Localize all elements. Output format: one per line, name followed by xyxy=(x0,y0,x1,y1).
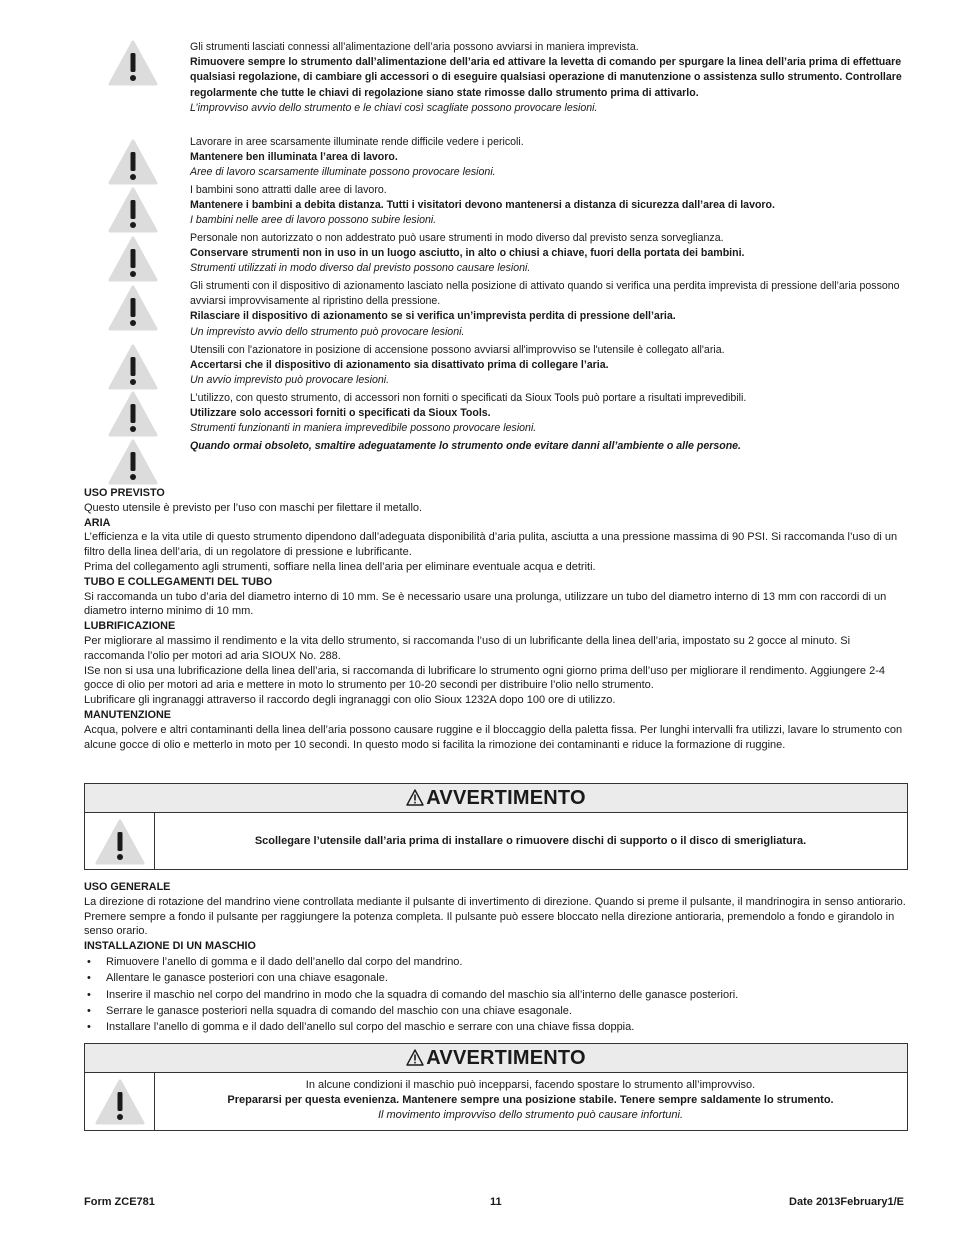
heading-uso-generale: USO GENERALE xyxy=(84,881,171,893)
warning-outline-icon xyxy=(406,1049,424,1066)
warning-normal-text: Lavorare in aree scarsamente illuminate rende difficile vedere i pericoli. xyxy=(190,136,524,148)
warning-bold-text: Mantenere ben illuminata l’area di lavoro. xyxy=(190,151,398,164)
warning-box-2-normal: In alcune condizioni il maschio può incepparsi, facendo spostare lo strumento all’improvviso. xyxy=(305,1079,756,1091)
warning-icon-cell xyxy=(85,813,155,870)
list-item: • Serrare le ganasce posteriori nella squadra di comando del maschio con una chiave esagonale. xyxy=(84,1003,908,1019)
warning-disposal-text: Quando ormai obsoleto, smaltire adeguatamente lo strumento onde evitare danni all’ambiente o alle persone. xyxy=(190,440,741,452)
installation-steps-list xyxy=(84,954,908,1035)
warning-triangle-icon xyxy=(108,139,158,185)
warning-bold-text: Rilasciare il dispositivo di azionamento se si verifica un’imprevista perdita di pressione dell’aria. xyxy=(190,310,676,323)
safety-warning-5 xyxy=(84,279,904,341)
warning-box-1 xyxy=(84,783,908,870)
lubrificazione-paragraph-2: ISe non si usa una lubrificazione della linea dell’aria, si raccomanda di lubrificare lo strumento ogni giorno prima dell’uso per migliorare il rendimento. Aggiungere 2-4 gocce di olio per motori ad aria e mettere in moto lo strumento per 10-20 secondi per distribuire l’olio nello strumento. xyxy=(84,664,885,692)
heading-aria: ARIA xyxy=(84,516,111,529)
footer-form: Form ZCE781 xyxy=(84,1196,155,1208)
heading-lubrificazione: LUBRIFICAZIONE xyxy=(84,620,176,633)
safety-warning-4 xyxy=(84,231,904,279)
list-item: • Installare l’anello di gomma e il dado dell’anello sul corpo del maschio e serrare con una chiave fissa doppia. xyxy=(84,1019,908,1035)
warning-box-2 xyxy=(84,1043,908,1131)
warning-italic-text: Un avvio imprevisto può provocare lesioni. xyxy=(190,374,390,387)
warning-normal-text: Personale non autorizzato o non addestrato può usare strumenti in modo diverso dal previsto senza sorveglianza. xyxy=(190,232,724,244)
warning-triangle-icon xyxy=(108,40,158,86)
uso-generale-text: La direzione di rotazione del mandrino viene controllata mediante il pulsante di invertimento di direzione. Quando si preme il pulsante, il mandrinogira in senso antiorario. Premere sempre a fondo il pulsante per raggiungere la potenza completa. Il pulsante può essere bloccato nella direzione antioraria, premendolo a fondo e girandolo in senso orario. xyxy=(84,895,906,938)
heading-manutenzione: MANUTENZIONE xyxy=(84,708,171,721)
warning-triangle-icon xyxy=(108,285,158,331)
warning-bold-text: Rimuovere sempre lo strumento dall’alimentazione dell’aria ed attivare la levetta di comando per spurgare la linea dell’aria prima di effettuare qualsiasi regolazione, di cambiare gli accessori o di eseguire qualsiasi operazione di manutenzione o assistenza sullo strumento. Controllare regolarmente che tutte le chiavi di regolazione siano state rimosse dallo strumento prima di attivarlo. xyxy=(190,56,902,99)
warning-bold-text: Mantenere i bambini a debita distanza. Tutti i visitatori devono mantenersi a distanza di sicurezza dall’area di lavoro. xyxy=(190,199,775,212)
warning-normal-text: Gli strumenti con il dispositivo di azionamento lasciato nella posizione di attivato quando si verifica una perdita imprevista di pressione dell’aria possono avviarsi improvvisamente al ripristino della pressione. xyxy=(190,280,900,308)
safety-warning-3 xyxy=(84,183,904,231)
aria-paragraph-1: L’efficienza e la vita utile di questo strumento dipendono dall’adeguata disponibilità d’aria pulita, asciutta a una pressione massima di 90 PSI. Si raccomanda l’uso di un filtro della linea dell’aria, di un regolatore di pressione e lubrificante. xyxy=(84,531,898,559)
warning-box-title: AVVERTIMENTO xyxy=(426,787,586,809)
list-item: • Rimuovere l’anello di gomma e il dado dell’anello dal corpo del mandrino. xyxy=(84,954,908,970)
manutenzione-text: Acqua, polvere e altri contaminanti della linea dell’aria possono causare ruggine e il bloccaggio della paletta fissa. Per lunghi intervalli fra utilizzi, lavare lo strumento con alcune gocce di olio e metterlo in moto per 10 secondi. In questo modo si facilita la rimozione dei contaminanti e riduce la formazione di ruggine. xyxy=(84,723,903,751)
warning-triangle-icon xyxy=(108,439,158,485)
body-sections xyxy=(84,486,908,752)
warning-triangle-icon xyxy=(108,187,158,233)
warning-box-2-bold: Prepararsi per questa evenienza. Mantenere sempre una posizione stabile. Tenere sempre saldamente lo strumento. xyxy=(227,1094,834,1106)
lubrificazione-paragraph-1: Per migliorare al massimo il rendimento e la vita dello strumento, si raccomanda l’uso di un lubrificante della linea dell’aria, impostato su 2 gocce al minuto. Si raccomanda l’olio per motori ad aria SIOUX No. 288. xyxy=(84,634,851,662)
warning-bold-text: Accertarsi che il dispositivo di azionamento sia disattivato prima di collegare l’aria. xyxy=(190,359,609,372)
footer-date xyxy=(789,1196,904,1208)
warning-normal-text: I bambini sono attratti dalle aree di lavoro. xyxy=(190,184,387,196)
aria-paragraph-2: Prima del collegamento agli strumenti, soffiare nella linea dell’aria per eliminare eventuale acqua e detriti. xyxy=(84,560,596,573)
warning-italic-text: Strumenti utilizzati in modo diverso dal previsto possono causare lesioni. xyxy=(190,262,531,275)
warning-normal-text: Gli strumenti lasciati connessi all’alimentazione dell’aria possono avviarsi in maniera imprevista. xyxy=(190,41,639,53)
warning-triangle-icon xyxy=(108,344,158,390)
heading-uso-previsto: USO PREVISTO xyxy=(84,487,165,499)
warning-triangle-icon xyxy=(108,391,158,437)
warning-box-1-text: Scollegare l’utensile dall’aria prima di installare o rimuovere dischi di supporto o il disco di smerigliatura. xyxy=(254,835,807,847)
warning-italic-text: I bambini nelle aree di lavoro possono subire lesioni. xyxy=(190,214,437,227)
usage-sections xyxy=(84,880,908,1035)
footer-date-value: 2013February1/E xyxy=(815,1196,904,1208)
footer-page-number: 11 xyxy=(490,1196,502,1208)
safety-warning-1 xyxy=(84,40,904,138)
warning-box-header xyxy=(85,784,907,813)
warning-box-header xyxy=(85,1044,907,1073)
safety-warning-7 xyxy=(84,391,904,439)
warning-italic-text: Strumenti funzionanti in maniera imprevedibile possono provocare lesioni. xyxy=(190,422,537,435)
heading-installazione: INSTALLAZIONE DI UN MASCHIO xyxy=(84,940,256,953)
warning-normal-text: L’utilizzo, con questo strumento, di accessori non forniti o specificati da Sioux Tools può portare a risultati imprevedibili. xyxy=(190,392,747,404)
warning-triangle-icon xyxy=(95,819,145,865)
warning-bold-text: Utilizzare solo accessori forniti o specificati da Sioux Tools. xyxy=(190,407,491,420)
heading-tubo: TUBO E COLLEGAMENTI DEL TUBO xyxy=(84,575,273,588)
safety-warning-2 xyxy=(84,135,904,183)
footer-date-label: Date xyxy=(789,1196,813,1208)
safety-warning-6 xyxy=(84,343,904,391)
tubo-text: Si raccomanda un tubo d’aria del diametro interno di 10 mm. Se è necessario usare una prolunga, utilizzare un tubo del diametro interno di 13 mm con raccordi di un diametro interno minimo di 10 mm. xyxy=(84,590,887,618)
warning-icon-cell xyxy=(85,1073,155,1131)
warning-box-title: AVVERTIMENTO xyxy=(426,1047,586,1069)
warning-italic-text: Aree di lavoro scarsamente illuminate possono provocare lesioni. xyxy=(190,166,496,179)
warning-triangle-icon xyxy=(108,236,158,282)
warning-italic-text: L’improvviso avvio dello strumento e le chiavi così scagliate possono provocare lesioni. xyxy=(190,101,598,114)
warning-italic-text: Un imprevisto avvio dello strumento può provocare lesioni. xyxy=(190,325,465,338)
warning-normal-text: Utensili con l'azionatore in posizione di accensione possono avviarsi all'improvviso se l'utensile è collegato all'aria. xyxy=(190,344,725,356)
list-item: • Allentare le ganasce posteriori con una chiave esagonale. xyxy=(84,970,908,986)
warning-bold-text: Conservare strumenti non in uso in un luogo asciutto, in alto o chiusi a chiave, fuori della portata dei bambini. xyxy=(190,247,745,260)
lubrificazione-paragraph-3: Lubrificare gli ingranaggi attraverso il raccordo degli ingranaggi con olio Sioux 1232A dopo 100 ore di utilizzo. xyxy=(84,694,616,707)
uso-previsto-text: Questo utensile è previsto per l’uso con maschi per filettare il metallo. xyxy=(84,501,423,514)
list-item: • Inserire il maschio nel corpo del mandrino in modo che la squadra di comando del maschio sia all’interno delle ganasce posteriori. xyxy=(84,987,908,1003)
warning-box-2-italic: Il movimento improvviso dello strumento può causare infortuni. xyxy=(377,1109,684,1121)
safety-warning-8 xyxy=(84,439,904,483)
warning-triangle-icon xyxy=(95,1079,145,1125)
warning-outline-icon xyxy=(406,789,424,806)
